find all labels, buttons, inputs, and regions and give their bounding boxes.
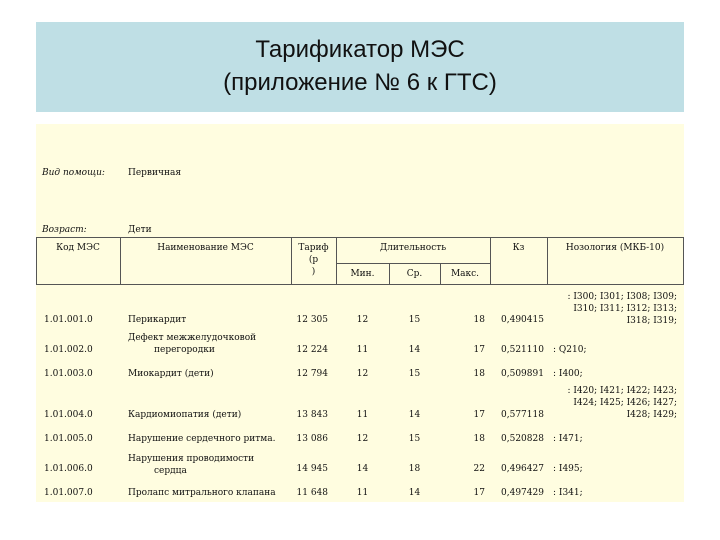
header-tariff: Тариф xyxy=(298,243,329,253)
duration-sub-border xyxy=(336,263,490,264)
row-max: 22 xyxy=(473,464,485,474)
header-max: Макс. xyxy=(450,269,480,279)
row-tariff: 11 648 xyxy=(296,488,328,498)
header-min: Мин. xyxy=(350,269,375,279)
row-nosology: : I471; xyxy=(553,434,583,444)
row-max: 17 xyxy=(473,488,485,498)
row-max: 18 xyxy=(473,369,485,379)
row-nosology: : I400; xyxy=(553,369,583,379)
age-value: Дети xyxy=(128,225,152,235)
row-avg: 14 xyxy=(408,410,421,420)
row-avg: 18 xyxy=(408,464,421,474)
row-name: Пролапс митрального клапана xyxy=(128,488,276,498)
row-name: Миокардит (дети) xyxy=(128,369,214,379)
row-min: 11 xyxy=(356,345,369,355)
row-name-cont: сердца xyxy=(154,466,187,476)
header-tariff-paren: ) xyxy=(311,267,316,277)
header-kz: Кз xyxy=(512,243,525,253)
row-name-cont: перегородки xyxy=(154,345,215,355)
table-header-bottom-border xyxy=(36,284,684,285)
row-code: 1.01.004.0 xyxy=(44,410,93,420)
row-min: 11 xyxy=(356,410,369,420)
row-name: Нарушения проводимости xyxy=(128,454,255,464)
row-nosology: I428; I429; xyxy=(626,410,677,420)
slide-title: Тарификатор МЭС xyxy=(255,36,465,63)
row-kz: 0,521110 xyxy=(501,345,544,355)
row-avg: 15 xyxy=(408,369,421,379)
row-avg: 15 xyxy=(408,315,421,325)
row-nosology: : I420; I421; I422; I423; xyxy=(567,386,677,396)
row-code: 1.01.001.0 xyxy=(44,315,93,325)
row-kz: 0,509891 xyxy=(501,369,544,379)
header-avg: Ср. xyxy=(406,269,423,279)
row-max: 18 xyxy=(473,434,485,444)
row-code: 1.01.005.0 xyxy=(44,434,93,444)
row-max: 17 xyxy=(473,345,485,355)
row-code: 1.01.007.0 xyxy=(44,488,93,498)
header-name: Наименование МЭС xyxy=(157,243,254,253)
age-label: Возраст: xyxy=(42,225,87,235)
row-nosology: I310; I311; I312; I313; xyxy=(573,304,677,314)
table-top-border xyxy=(36,237,684,238)
header-duration: Длительность xyxy=(379,243,447,253)
row-name: Дефект межжелудочковой xyxy=(128,333,257,343)
row-code: 1.01.006.0 xyxy=(44,464,93,474)
row-tariff: 12 305 xyxy=(296,315,328,325)
row-tariff: 12 794 xyxy=(296,369,328,379)
tariff-sheet xyxy=(36,124,684,502)
header-code: Код МЭС xyxy=(56,243,100,253)
row-max: 18 xyxy=(473,315,485,325)
row-kz: 0,520828 xyxy=(501,434,544,444)
row-avg: 14 xyxy=(408,345,421,355)
col-border xyxy=(683,237,684,284)
row-name: Перикардит xyxy=(128,315,187,325)
row-max: 17 xyxy=(473,410,485,420)
row-kz: 0,577118 xyxy=(501,410,544,420)
row-nosology: : I495; xyxy=(553,464,583,474)
row-kz: 0,496427 xyxy=(501,464,544,474)
row-min: 12 xyxy=(356,434,369,444)
row-nosology: : Q210; xyxy=(553,345,587,355)
row-tariff: 13 086 xyxy=(296,434,328,444)
row-code: 1.01.003.0 xyxy=(44,369,93,379)
row-tariff: 13 843 xyxy=(296,410,328,420)
row-kz: 0,490415 xyxy=(501,315,544,325)
row-kz: 0,497429 xyxy=(501,488,544,498)
row-min: 11 xyxy=(356,488,369,498)
row-tariff: 14 945 xyxy=(296,464,328,474)
row-code: 1.01.002.0 xyxy=(44,345,93,355)
header-nosology: Нозология (МКБ-10) xyxy=(565,243,665,253)
row-min: 12 xyxy=(356,315,369,325)
row-name: Нарушение сердечного ритма. xyxy=(128,434,276,444)
row-min: 12 xyxy=(356,369,369,379)
row-avg: 14 xyxy=(408,488,421,498)
help-type-label: Вид помощи: xyxy=(42,168,105,178)
slide-title-banner xyxy=(36,22,684,112)
row-nosology: : I300; I301; I308; I309; xyxy=(567,292,677,302)
slide-subtitle: (приложение № 6 к ГТС) xyxy=(223,69,497,96)
row-min: 14 xyxy=(356,464,369,474)
row-tariff: 12 224 xyxy=(296,345,328,355)
help-type-value: Первичная xyxy=(128,168,181,178)
row-nosology: I318; I319; xyxy=(626,316,677,326)
row-avg: 15 xyxy=(408,434,421,444)
row-nosology: I424; I425; I426; I427; xyxy=(573,398,677,408)
header-tariff-unit: (р xyxy=(308,255,319,265)
row-nosology: : I341; xyxy=(553,488,583,498)
row-name: Кардиомиопатия (дети) xyxy=(128,410,242,420)
